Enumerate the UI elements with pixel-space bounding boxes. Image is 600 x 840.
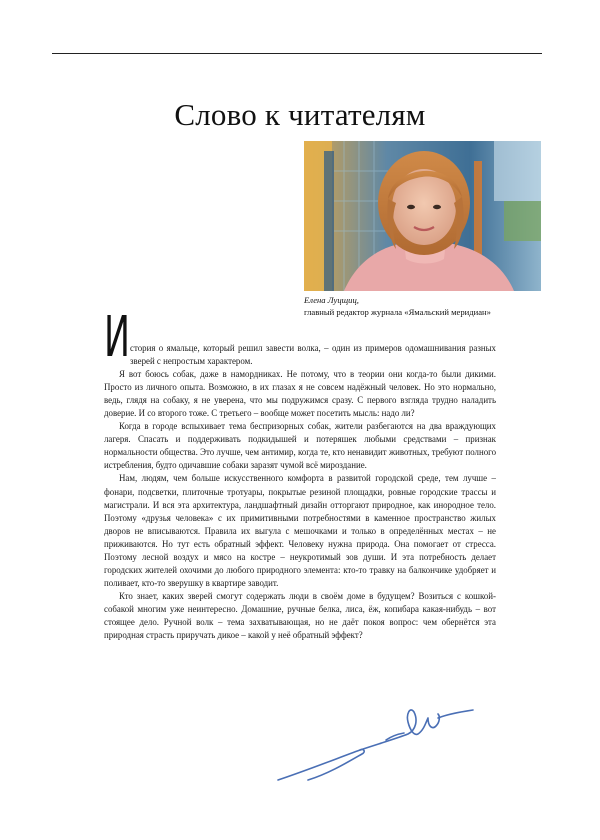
article-body (104, 342, 496, 642)
article-paragraph: Я вот боюсь собак, даже в намордниках. Не потому, что в теории они когда-то были дикими. Просто из личного опыта. Возможно, в их глазах я не совсем надёжный человек. Но это нормально, ведь, глядя на собаку, я не уверена, что мы подружимся сразу. С первого взгляда трудно наладить доверие. И со второго тоже. С третьего – вообще может посетить мысль: надо ли? (104, 369, 496, 419)
top-rule (52, 53, 542, 54)
article-paragraph: Когда в городе вспыхивает тема беспризорных собак, жители разбегаются на два враждующих лагеря. Спасать и поддерживать подкидышей и потеряшек любыми средствами – признак нормальности общества. Это лучше, чем антимир, когда те, кто ненавидит животных, требуют полного истребления, будто одичавшие собаки заразят чумой всё мироздание. (104, 421, 496, 471)
caption-name: Елена Луцщиц, (304, 295, 359, 305)
page-title: Слово к читателям (174, 96, 426, 132)
editor-portrait (304, 141, 541, 291)
article-paragraph: стория о ямальце, который решил завести волка, – один из примеров одомашнивания разных зверей с непростым характером. (130, 343, 496, 367)
caption-role: главный редактор журнала «Ямальский меридиан» (304, 307, 491, 317)
photo-caption (304, 294, 554, 318)
drop-cap: И (104, 305, 130, 370)
article-paragraph: Нам, людям, чем больше искусственного комфорта в развитой городской среде, тем лучше – фонари, подсветки, плиточные тротуары, покрытые резиной площадки, ровные городские трассы и магистрали. И вся эта архитектура, ландшафтный дизайн отторгают природное, как инородное тело. Поэтому «друзья человека» с их примитивными потребностями в каменное пространство жилых дворов не вписываются. Правила их выгула с мешочками и только в определённых местах – не приживаются. Но тут есть обратный эффект. Человеку нужна природа. Она помогает от стресса. Поэтому лесной воздух и мясо на костре – неукротимый зов души. И эта потребность делает городских жителей охочими до любого природного элемента: кто-то травку на балкончике удобряет и поливает, кто-то зверушку в квартире заводит. (104, 473, 496, 588)
editor-signature (268, 700, 488, 790)
article-paragraph: Кто знает, каких зверей смогут содержать люди в своём доме в будущем? Возиться с кошкой-собакой многим уже неинтересно. Домашние, ручные белка, лиса, ёж, копибара какая-нибудь – вот стоящее дело. Ручной волк – тема захватывающая, но не даёт покоя вопрос: чем обернётся эта природная страсть приручать дикое – какой у неё обратный эффект? (104, 590, 496, 641)
